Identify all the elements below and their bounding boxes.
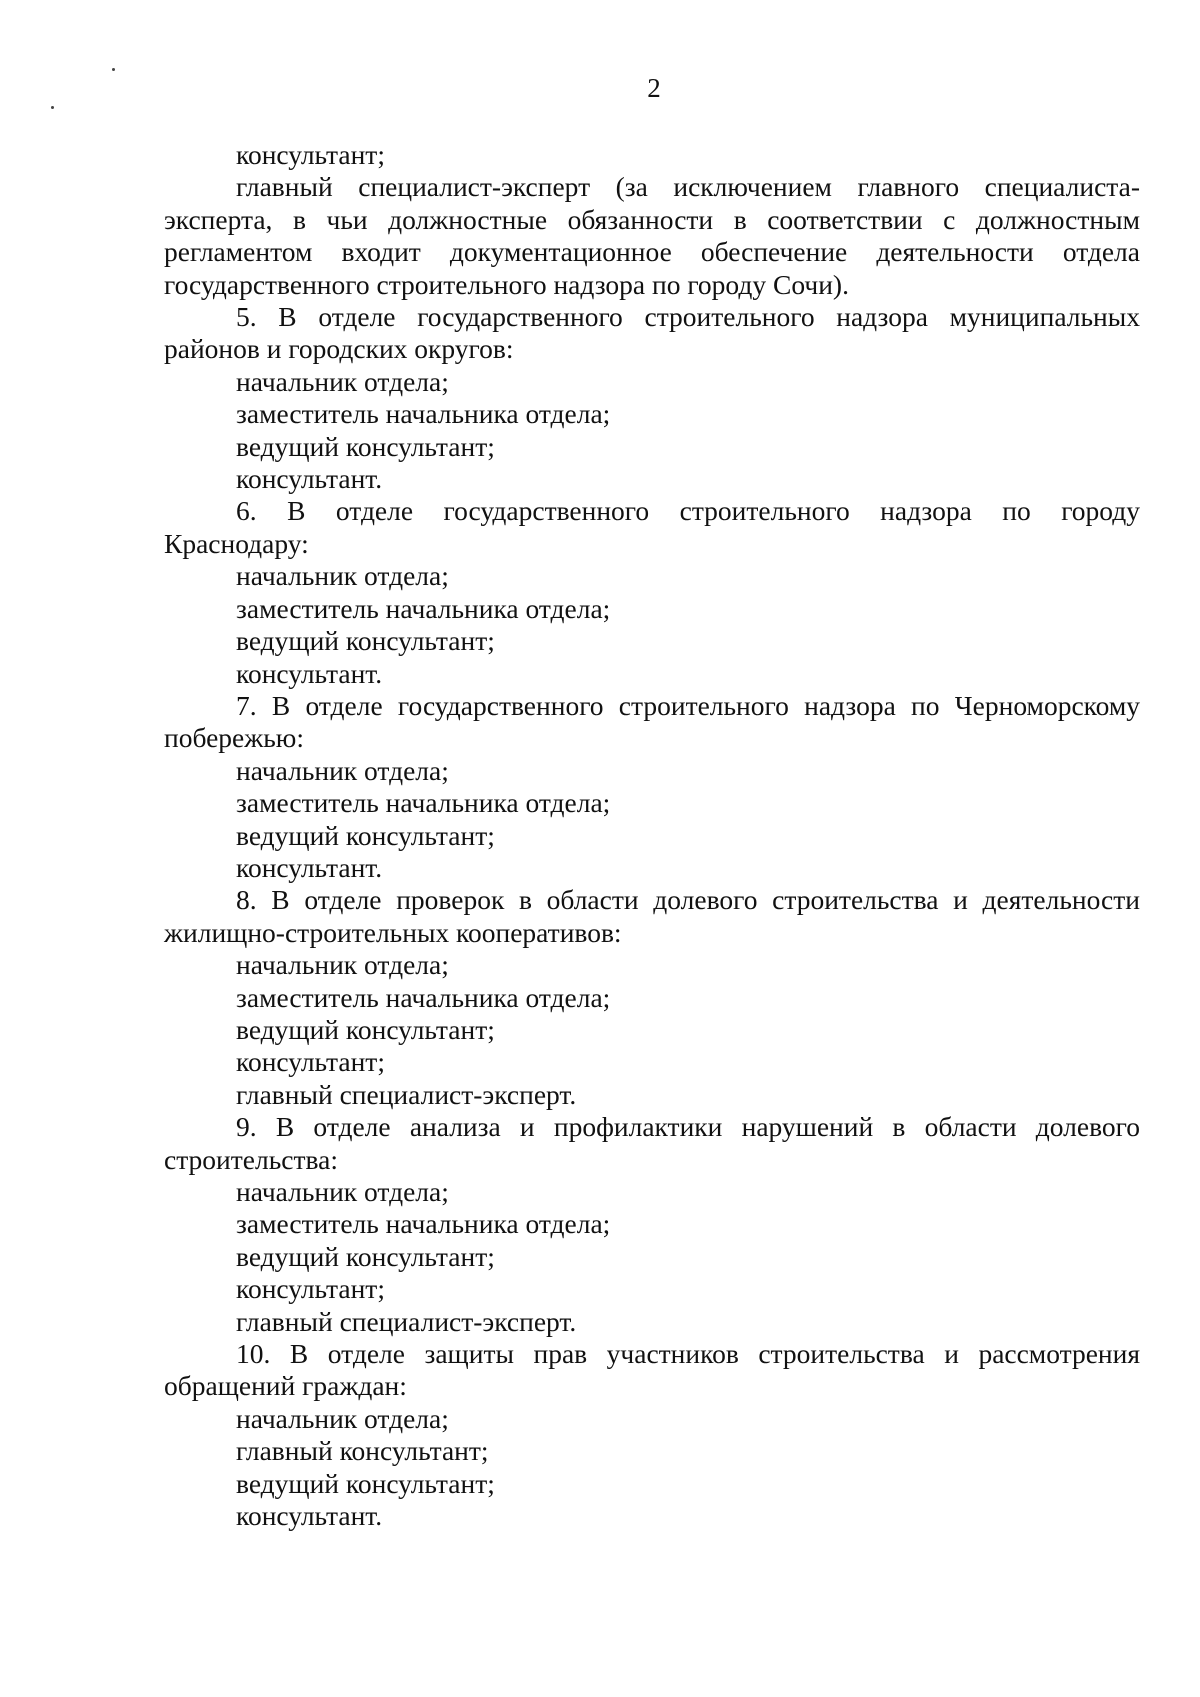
text-line: главный консультант; [236, 1435, 489, 1467]
scan-speck [51, 106, 54, 109]
text-line: заместитель начальника отдела; [236, 592, 611, 624]
text-line: ведущий консультант; [236, 1240, 495, 1272]
text-line: 10. В отделе защиты прав участников строительства и рассмотрения [236, 1338, 1140, 1370]
text-line: консультант; [236, 1046, 385, 1078]
text-line: обращений граждан: [164, 1370, 407, 1402]
text-line: ведущий консультант; [236, 1013, 495, 1045]
scan-speck [112, 68, 115, 71]
text-line: начальник отдела; [236, 560, 449, 592]
text-line: ведущий консультант; [236, 430, 495, 462]
text-line: начальник отдела; [236, 1402, 449, 1434]
text-line: 9. В отделе анализа и профилактики нарушений в области долевого [236, 1111, 1140, 1143]
text-line: ведущий консультант; [236, 625, 495, 657]
text-line: ведущий консультант; [236, 1467, 495, 1499]
text-line: эксперта, в чьи должностные обязанности в соответствии с должностным [164, 203, 1140, 235]
text-line: 7. В отделе государственного строительного надзора по Черноморскому [236, 689, 1140, 721]
text-line: заместитель начальника отдела; [236, 398, 611, 430]
text-line: заместитель начальника отдела; [236, 1208, 611, 1240]
text-line: жилищно-строительных кооперативов: [164, 916, 622, 948]
text-line: начальник отдела; [236, 754, 449, 786]
text-line: консультант. [236, 1500, 383, 1532]
text-line: 5. В отделе государственного строительного надзора муниципальных [236, 301, 1140, 333]
text-line: главный специалист-эксперт. [236, 1078, 577, 1110]
text-line: побережью: [164, 722, 304, 754]
text-line: заместитель начальника отдела; [236, 787, 611, 819]
text-line: государственного строительного надзора по городу Сочи). [164, 268, 849, 300]
text-line: консультант. [236, 463, 383, 495]
text-line: строительства: [164, 1143, 338, 1175]
text-line: консультант. [236, 851, 383, 883]
document-body [164, 139, 1140, 1532]
text-line: главный специалист-эксперт. [236, 1305, 577, 1337]
text-line: начальник отдела; [236, 1176, 449, 1207]
text-line: консультант. [236, 657, 383, 689]
text-line: заместитель начальника отдела; [236, 981, 611, 1013]
text-line: районов и городских округов: [164, 333, 514, 365]
text-line: начальник отдела; [236, 949, 449, 981]
text-line: Краснодару: [164, 527, 309, 559]
text-line: ведущий консультант; [236, 819, 495, 851]
page-number: 2 [647, 73, 661, 103]
text-line: главный специалист-эксперт (за исключением главного специалиста- [236, 171, 1140, 203]
text-line: начальник отдела; [236, 365, 449, 397]
text-line: 8. В отделе проверок в области долевого строительства и деятельности [236, 884, 1140, 916]
text-line: 6. В отделе государственного строительного надзора по городу [236, 495, 1140, 527]
text-line: регламентом входит документационное обеспечение деятельности отдела [164, 236, 1140, 268]
text-line: консультант; [236, 1273, 385, 1305]
text-line: консультант; [236, 139, 385, 170]
